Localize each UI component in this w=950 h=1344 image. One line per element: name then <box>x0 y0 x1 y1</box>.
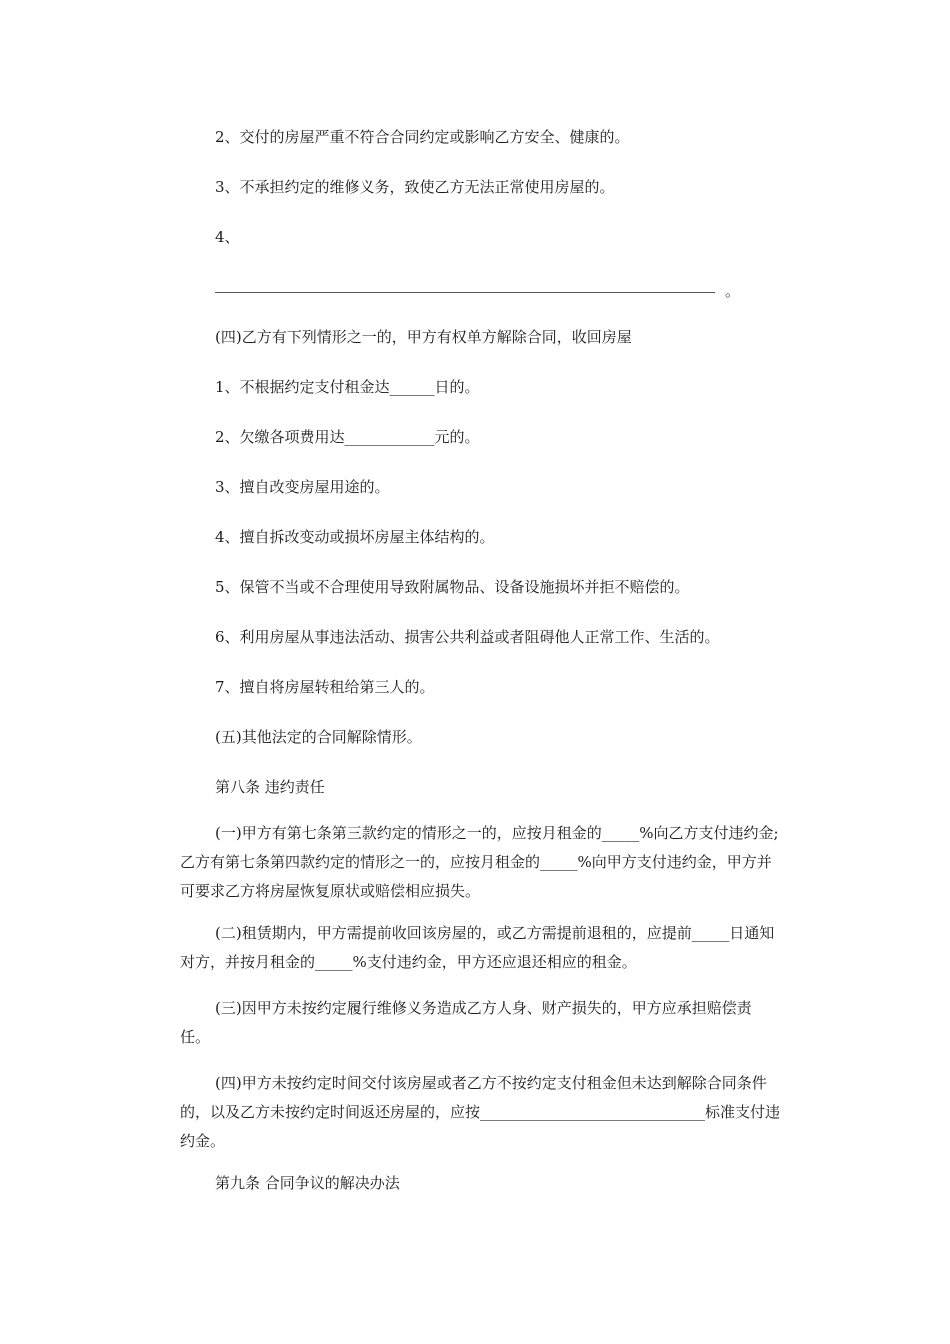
list-item: 5、保管不当或不合理使用导致附属物品、设备设施损坏并拒不赔偿的。 <box>215 578 690 596</box>
paragraph: (四)甲方未按约定时间交付该房屋或者乙方不按约定支付租金但未达到解除合同条件的，以及乙方未按约定时间返还房屋的，应按______________________________标准支付违约金。 <box>180 1074 781 1150</box>
section-heading-4: (四)乙方有下列情形之一的，甲方有权单方解除合同，收回房屋 <box>215 328 632 346</box>
article-9-title: 第九条 合同争议的解决办法 <box>215 1174 400 1192</box>
list-item: 7、擅自将房屋转租给第三人的。 <box>215 678 435 696</box>
section-heading-5: (五)其他法定的合同解除情形。 <box>215 728 422 746</box>
article-8-title: 第八条 违约责任 <box>215 778 325 796</box>
clause-item-2: 2、交付的房屋严重不符合合同约定或影响乙方安全、健康的。 <box>215 128 630 146</box>
list-item: 2、欠缴各项费用达____________元的。 <box>215 428 480 446</box>
clause-item-4: 4、 <box>215 228 240 246</box>
paragraph: (一)甲方有第七条第三款约定的情形之一的，应按月租金的_____%向乙方支付违约金;乙方有第七条第四款约定的情形之一的，应按月租金的_____%向甲方支付违约金，甲方并可要求乙方将房屋恢复原状或赔偿相应损失。 <box>180 824 779 900</box>
list-item: 6、利用房屋从事违法活动、损害公共利益或者阻碍他人正常工作、生活的。 <box>215 628 720 646</box>
list-item: 1、不根据约定支付租金达______日的。 <box>215 378 480 396</box>
clause-item-4-end: 。 <box>725 282 741 300</box>
list-item: 3、擅自改变房屋用途的。 <box>215 478 390 496</box>
paragraph: (二)租赁期内，甲方需提前收回该房屋的，或乙方需提前退租的，应提前_____日通知对方，并按月租金的_____%支付违约金，甲方还应退还相应的租金。 <box>180 924 775 971</box>
paragraph: (三)因甲方未按约定履行维修义务造成乙方人身、财产损失的，甲方应承担赔偿责任。 <box>180 999 752 1046</box>
list-item: 4、擅自拆改变动或损坏房屋主体结构的。 <box>215 528 495 546</box>
blank-underline <box>215 292 715 293</box>
clause-item-3: 3、不承担约定的维修义务，致使乙方无法正常使用房屋的。 <box>215 178 615 196</box>
